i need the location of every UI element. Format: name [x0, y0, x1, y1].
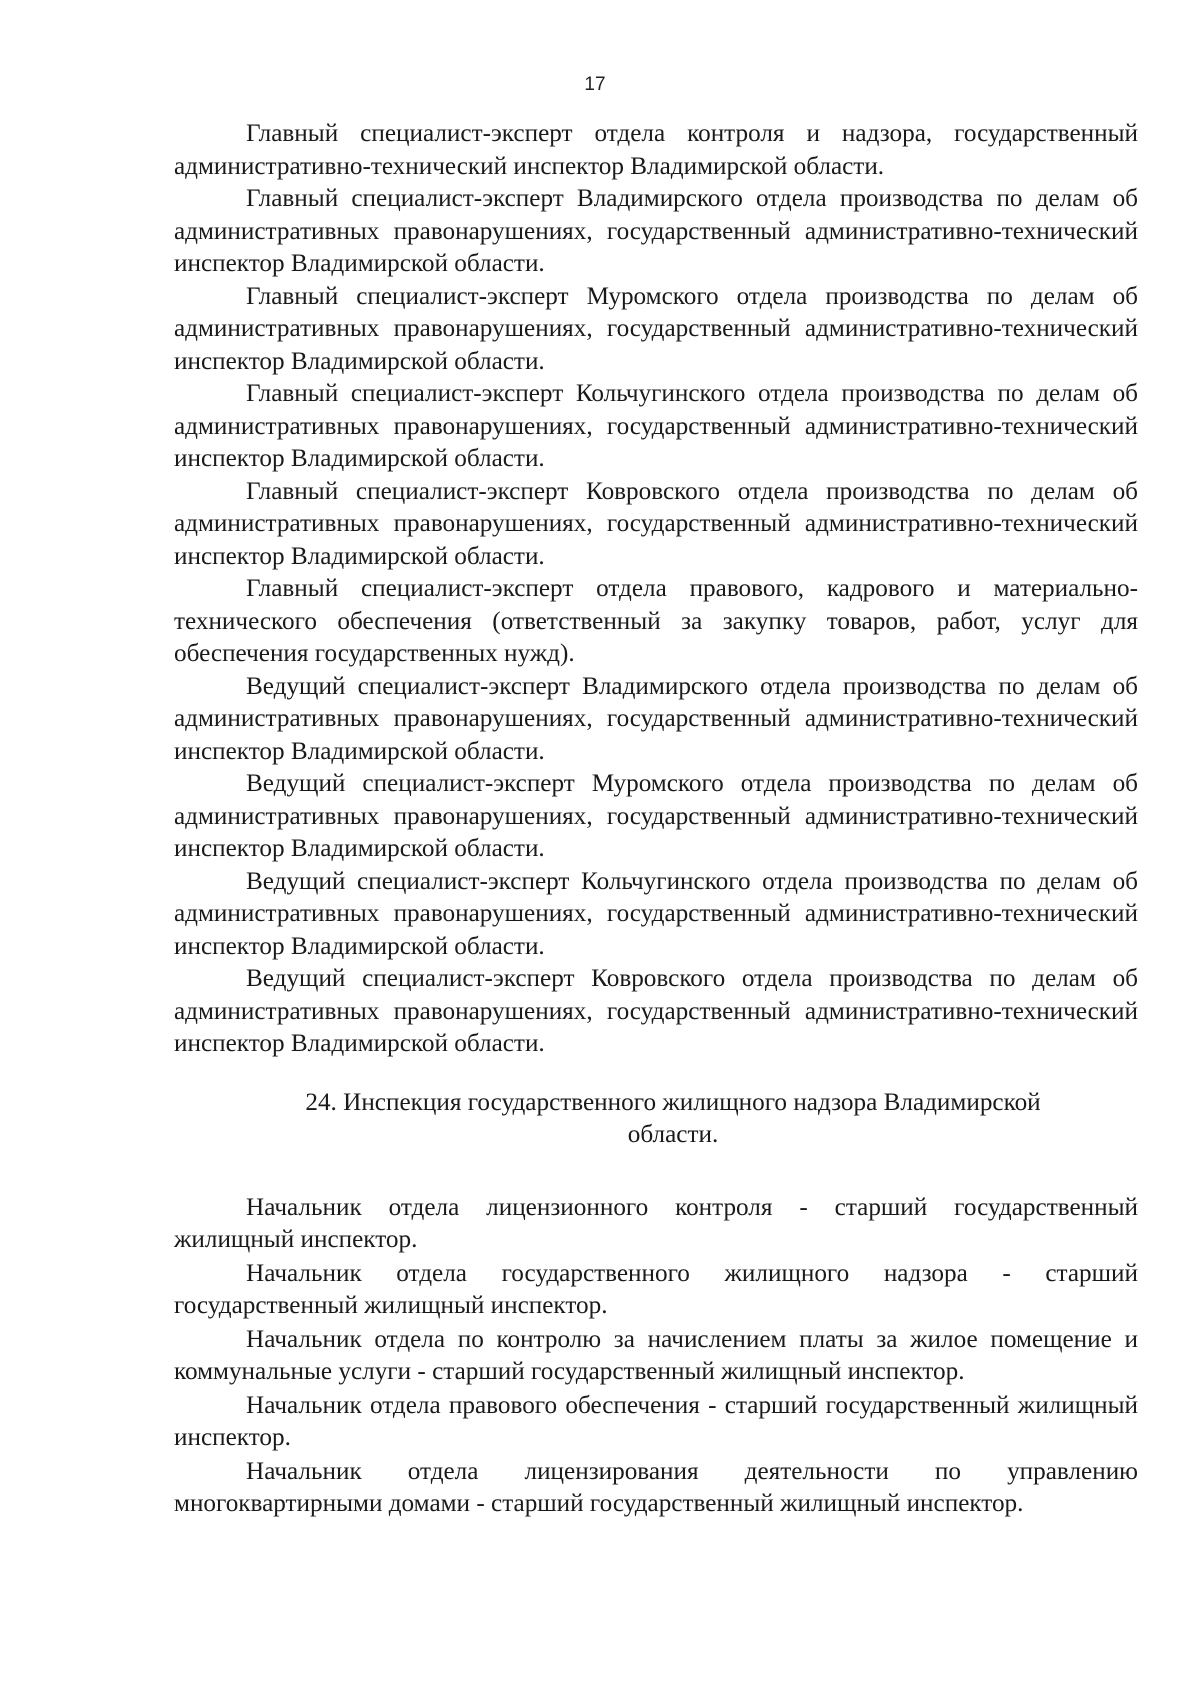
section-heading	[174, 1087, 1138, 1152]
section-position-paragraph: Начальник отдела по контролю за начислением платы за жилое помещение и коммунальные услуги - старший государственный жилищный инспектор.	[174, 1325, 1138, 1385]
document-body	[174, 118, 1138, 1522]
section-body	[174, 1192, 1138, 1521]
position-paragraph: Главный специалист-эксперт Владимирского отдела производства по делам об административных правонарушениях, государственный административно-технический инспектор Владимирской области.	[174, 185, 1138, 277]
position-paragraph: Главный специалист-эксперт отдела правового, кадрового и материально-технического обеспечения (ответственный за закупку товаров, работ, услуг для обеспечения государственных нужд).	[174, 575, 1138, 667]
section-heading-line2: области.	[627, 1121, 719, 1148]
position-paragraph: Ведущий специалист-эксперт Владимирского отдела производства по делам об административных правонарушениях, государственный административно-технический инспектор Владимирской области.	[174, 672, 1138, 765]
section-position-paragraph: Начальник отдела лицензионного контроля - старший государственный жилищный инспектор.	[174, 1193, 1138, 1253]
position-paragraph: Главный специалист-эксперт Муромского отдела производства по делам об административных правонарушениях, государственный административно-технический инспектор Владимирской области.	[174, 282, 1138, 375]
position-paragraph: Главный специалист-эксперт Ковровского отдела производства по делам об административных правонарушениях, государственный административно-технический инспектор Владимирской области.	[174, 477, 1138, 570]
position-paragraph: Главный специалист-эксперт отдела контроля и надзора, государственный административно-технический инспектор Владимирской области.	[174, 120, 1138, 180]
position-paragraph: Ведущий специалист-эксперт Кольчугинского отдела производства по делам об административных правонарушениях, государственный административно-технический инспектор Владимирской области.	[174, 867, 1138, 960]
section-heading-line1: 24. Инспекция государственного жилищного надзора Владимирской	[305, 1088, 1041, 1116]
section-position-paragraph: Начальник отдела государственного жилищного надзора - старший государственный жилищный инспектор.	[174, 1259, 1138, 1319]
position-paragraph: Главный специалист-эксперт Кольчугинского отдела производства по делам об административных правонарушениях, государственный административно-технический инспектор Владимирской области.	[174, 380, 1138, 472]
page-number: 17	[584, 74, 606, 95]
section-position-paragraph: Начальник отдела лицензирования деятельности по управлению многоквартирными домами - старший государственный жилищный инспектор.	[174, 1457, 1138, 1517]
position-paragraph: Ведущий специалист-эксперт Муромского отдела производства по делам об административных правонарушениях, государственный административно-технический инспектор Владимирской области.	[174, 770, 1138, 862]
section-position-paragraph: Начальник отдела правового обеспечения - старший государственный жилищный инспектор.	[174, 1391, 1138, 1451]
position-paragraph: Ведущий специалист-эксперт Ковровского отдела производства по делам об административных правонарушениях, государственный административно-технический инспектор Владимирской области.	[174, 965, 1138, 1057]
